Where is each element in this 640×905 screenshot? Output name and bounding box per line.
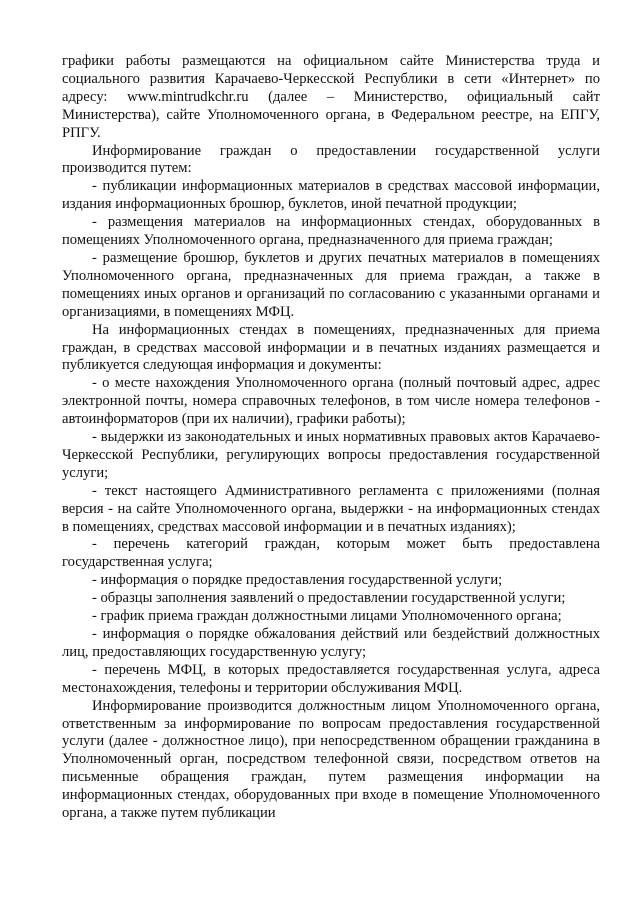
list-item-location: - о месте нахождения Уполномоченного органа (полный почтовый адрес, адрес электронной почты, номера справочных телефонов, в том числе номера телефонов - автоинформаторов (при их наличии), графики работы);	[62, 375, 600, 428]
paragraph-published-info-intro: На информационных стендах в помещениях, предназначенных для приема граждан, в средствах массовой информации и в печатных изданиях размещается и публикуется следующая информация и документы:	[62, 321, 600, 374]
list-item-regulation-text: - текст настоящего Административного регламента с приложениями (полная версия - на сайте Уполномоченного органа, выдержки - на информационных стендах в помещениях, средствах массовой информации и в печатных изданиях);	[62, 482, 600, 535]
list-item-citizen-categories: - перечень категорий граждан, которым может быть предоставлена государственная услуга;	[62, 536, 600, 571]
document-page	[62, 53, 600, 823]
list-item-service-procedure: - информация о порядке предоставления государственной услуги;	[92, 572, 503, 589]
list-item-appeal-procedure: - информация о порядке обжалования действий или бездействий должностных лиц, предоставляющих государственную услугу;	[62, 626, 600, 660]
list-item-reception-schedule: - график приема граждан должностными лицами Уполномоченного органа;	[92, 608, 562, 625]
list-item-brochures: - размещение брошюр, буклетов и других печатных материалов в помещениях Уполномоченного органа, предназначенных для приема граждан, а также в помещениях иных органов и организаций по согласованию с указанными органами и организациями, в помещениях МФЦ.	[62, 249, 600, 320]
paragraph-informing-methods-intro: Информирование граждан о предоставлении государственной услуги производится путем:	[62, 142, 600, 177]
list-item-info-stands: - размещения материалов на информационных стендах, оборудованных в помещениях Уполномоченного органа, предназначенного для приема граждан;	[62, 214, 600, 249]
list-item-legal-acts: - выдержки из законодательных и иных нормативных правовых актов Карачаево-Черкесской Республики, регулирующих вопросы предоставления государственной услуги;	[62, 429, 600, 481]
list-item-mfc-list: - перечень МФЦ, в которых предоставляется государственная услуга, адреса местонахождения, телефоны и территории обслуживания МФЦ.	[62, 661, 600, 696]
paragraph-schedule-continuation: графики работы размещаются на официальном сайте Министерства труда и социального развития Карачаево-Черкесской Республики в сети «Интернет» по адресу: www.mintrudkchr.ru (далее – Министерство, официальный сайт Министерства), сайте Уполномоченного органа, в Федеральном реестре, на ЕПГУ, РПГУ.	[62, 53, 600, 141]
paragraph-informing-official: Информирование производится должностным лицом Уполномоченного органа, ответственным за информирование по вопросам предоставления государственной услуги (далее - должностное лицо), при непосредственном обращении гражданина в Уполномоченный орган, посредством телефонной связи, посредством ответов на письменные обращения граждан, путем размещения информации на информационных стендах, оборудованных при входе в помещение Уполномоченного органа, а также путем публикации	[62, 697, 600, 822]
list-item-mass-media: - публикации информационных материалов в средствах массовой информации, издания информационных брошюр, буклетов, иной печатной продукции;	[62, 178, 600, 213]
list-item-application-samples: - образцы заполнения заявлений о предоставлении государственной услуги;	[92, 590, 566, 607]
